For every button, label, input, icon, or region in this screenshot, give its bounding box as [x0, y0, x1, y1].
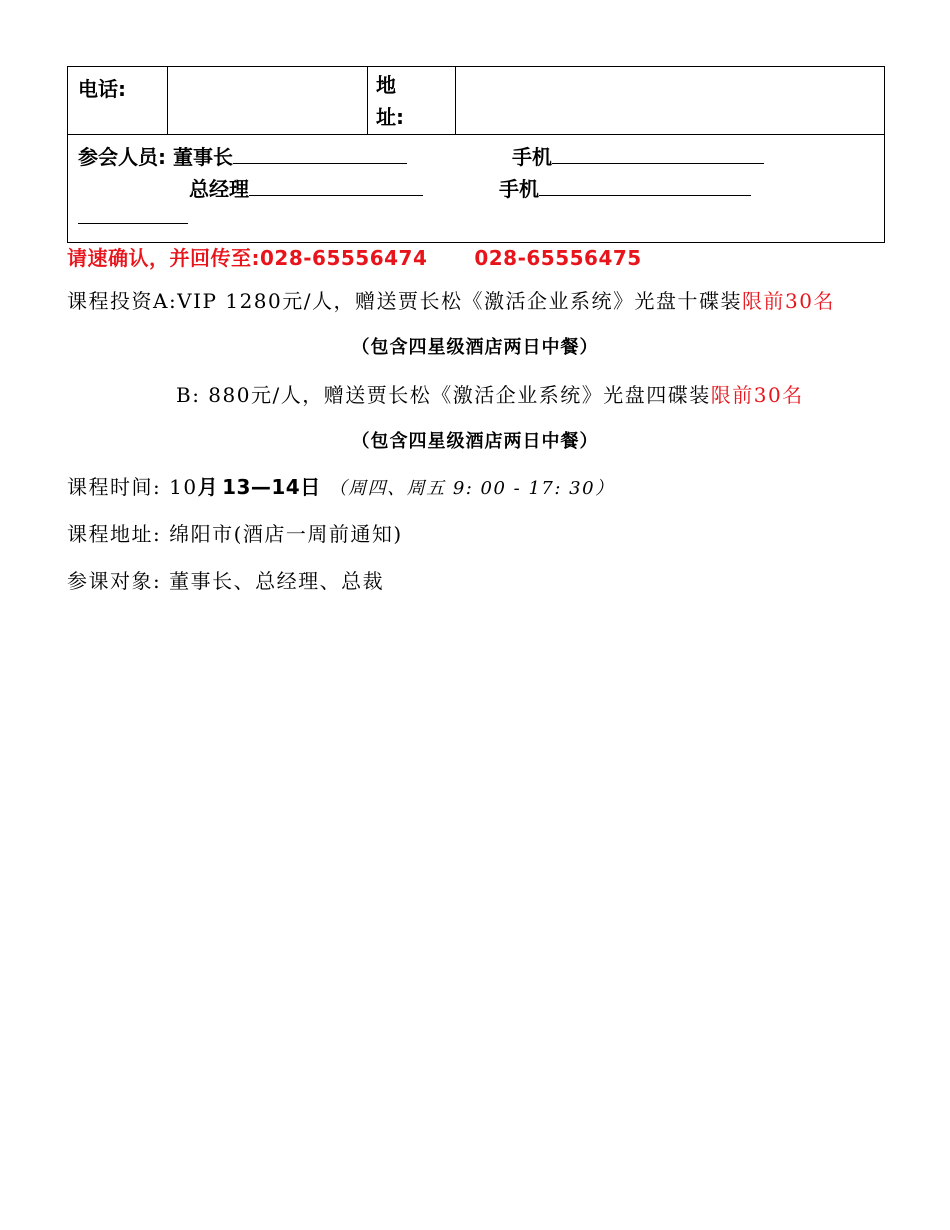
extra-blank[interactable]	[78, 201, 188, 224]
audience-value: 董事长、总经理、总裁	[169, 569, 385, 593]
pricing-option-b	[176, 379, 804, 408]
chairman-line	[78, 141, 407, 170]
attendees-row	[68, 135, 885, 243]
location-label: 课程地址:	[67, 522, 162, 546]
option-a-limit: 限前30名	[741, 289, 835, 313]
mobile-label-2: 手机	[499, 177, 539, 201]
address-label-line2: 址:	[376, 105, 404, 129]
gm-label: 总经理	[189, 177, 249, 201]
audience-label: 参课对象:	[67, 569, 162, 593]
address-label-cell	[368, 67, 456, 135]
contact-row	[68, 67, 885, 135]
location-value: 绵阳市(酒店一周前通知)	[169, 522, 403, 546]
schedule-month-unit: 月	[197, 475, 219, 499]
option-b-text: B: 880元/人，赠送贾长松《激活企业系统》光盘四碟装	[176, 383, 711, 407]
pricing-option-a	[67, 285, 835, 314]
phone-label-cell	[68, 67, 168, 135]
chairman-mobile-blank[interactable]	[552, 141, 764, 164]
schedule-label: 课程时间:	[67, 475, 162, 499]
option-b-limit: 限前30名	[710, 383, 804, 407]
fax-number-1: 028-65556474	[260, 246, 428, 270]
chairman-name-blank[interactable]	[233, 141, 407, 164]
option-a-text: A:VIP 1280元/人，赠送贾长松《激活企业系统》光盘十碟装	[153, 289, 742, 313]
extra-line	[78, 201, 188, 230]
confirm-text: 请速确认，并回传至:	[67, 246, 260, 270]
option-a-note: （包含四星级酒店两日中餐）	[351, 337, 599, 358]
audience-line	[67, 565, 384, 594]
gm-mobile-blank[interactable]	[539, 173, 751, 196]
gm-name-blank[interactable]	[249, 173, 423, 196]
location-line	[67, 518, 403, 547]
schedule-month: 10	[169, 475, 198, 499]
registration-form-table	[67, 66, 885, 243]
gm-mobile-line	[499, 173, 751, 202]
chairman-mobile-line	[512, 141, 764, 170]
attendees-label: 参会人员:	[78, 145, 166, 169]
phone-label: 电话:	[78, 77, 126, 101]
gm-line	[189, 173, 423, 202]
pricing-label: 课程投资	[67, 289, 153, 313]
chairman-label: 董事长	[172, 145, 233, 169]
option-b-note: （包含四星级酒店两日中餐）	[351, 431, 599, 452]
attendees-cell	[68, 135, 885, 243]
address-field[interactable]	[456, 67, 885, 135]
fax-number-2: 028-65556475	[474, 246, 642, 270]
confirm-fax-line	[67, 242, 642, 271]
schedule-time: （周四、周五 9: 00 - 17: 30）	[328, 478, 615, 499]
schedule-line	[67, 471, 615, 500]
address-label-line1: 地	[376, 73, 396, 97]
phone-field[interactable]	[168, 67, 368, 135]
schedule-days: 13—14日	[222, 475, 321, 499]
mobile-label-1: 手机	[512, 145, 552, 169]
